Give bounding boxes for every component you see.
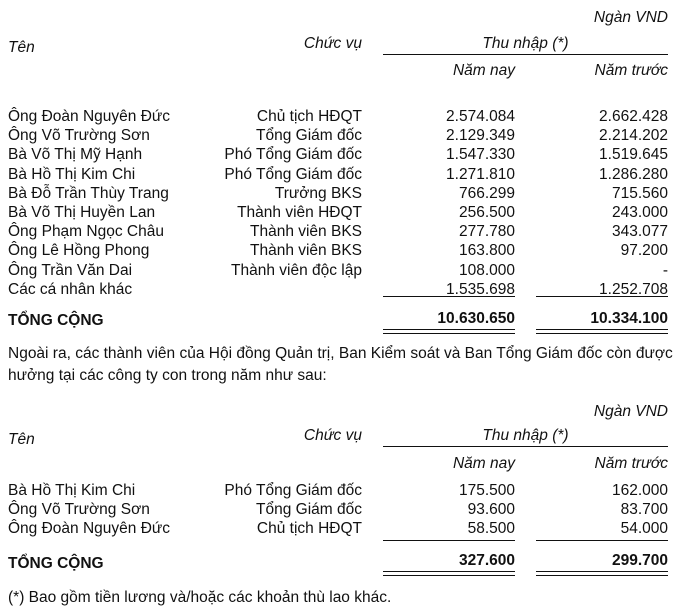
row-this-year: 1.271.810 bbox=[446, 165, 515, 183]
row-name: Ông Đoàn Nguyên Đức bbox=[8, 520, 171, 537]
row-this-year: 2.129.349 bbox=[446, 127, 515, 145]
row-position: Chủ tịch HĐQT bbox=[256, 520, 362, 537]
header-position: Chức vụ bbox=[303, 35, 362, 52]
row-last-year: 2.214.202 bbox=[599, 127, 668, 145]
row-last-year: 162.000 bbox=[611, 482, 668, 499]
row-this-year: 256.500 bbox=[458, 204, 515, 221]
row-position: Phó Tổng Giám đốc bbox=[224, 165, 362, 183]
row-position: Thành viên độc lập bbox=[231, 261, 362, 279]
row-this-year: 2.574.084 bbox=[446, 108, 515, 125]
row-position: Phó Tổng Giám đốc bbox=[224, 146, 362, 164]
row-last-year: 715.560 bbox=[611, 184, 668, 202]
row-this-year: 163.800 bbox=[458, 242, 515, 260]
total-double-rule-this-year-2 bbox=[383, 571, 515, 576]
row-last-year: 1.252.708 bbox=[599, 280, 668, 298]
row-position: Thành viên BKS bbox=[249, 223, 362, 241]
row-name: Ông Võ Trường Sơn bbox=[8, 501, 150, 518]
row-last-year: 1.286.280 bbox=[599, 165, 668, 183]
row-this-year: 108.000 bbox=[458, 261, 515, 279]
row-position: Phó Tổng Giám đốc bbox=[224, 482, 362, 499]
row-last-year: 243.000 bbox=[611, 204, 668, 221]
row-position: Thành viên BKS bbox=[249, 242, 362, 260]
row-this-year: 766.299 bbox=[458, 184, 515, 202]
total-label-2: TỔNG CỘNG bbox=[8, 555, 104, 572]
subtotal-rule-last-year-2 bbox=[536, 540, 668, 541]
total-double-rule-last-year bbox=[536, 329, 668, 334]
row-last-year: 83.700 bbox=[620, 501, 668, 518]
header-income-2: Thu nhập (*) bbox=[482, 427, 569, 444]
row-last-year: - bbox=[662, 261, 668, 279]
row-last-year: 2.662.428 bbox=[599, 108, 668, 125]
footnote: (*) Bao gồm tiền lương và/hoặc các khoản thù lao khác. bbox=[8, 589, 392, 606]
row-this-year: 277.780 bbox=[458, 223, 515, 241]
total-last-year-2: 299.700 bbox=[611, 552, 668, 569]
row-name: Bà Võ Thị Mỹ Hạnh bbox=[8, 146, 143, 164]
row-last-year: 343.077 bbox=[611, 223, 668, 241]
total-this-year: 10.630.650 bbox=[437, 310, 515, 327]
row-this-year: 1.535.698 bbox=[446, 280, 515, 298]
row-last-year: 1.519.645 bbox=[599, 146, 668, 164]
row-this-year: 93.600 bbox=[467, 501, 515, 518]
row-position: Tổng Giám đốc bbox=[256, 501, 362, 518]
row-name: Bà Hồ Thị Kim Chi bbox=[8, 165, 136, 183]
subtotal-rule-this-year-2 bbox=[383, 540, 515, 541]
header-this-year-2: Năm nay bbox=[452, 455, 515, 472]
row-name: Ông Võ Trường Sơn bbox=[8, 127, 150, 145]
row-this-year: 175.500 bbox=[458, 482, 515, 499]
header-position-2: Chức vụ bbox=[303, 427, 362, 444]
total-label: TỔNG CỘNG bbox=[8, 312, 104, 329]
header-name-2: Tên bbox=[8, 431, 35, 448]
row-this-year: 58.500 bbox=[467, 520, 515, 537]
unit-label: Ngàn VND bbox=[593, 9, 668, 26]
row-name: Bà Đỗ Trần Thùy Trang bbox=[8, 184, 169, 202]
row-name: Ông Trần Văn Dai bbox=[8, 261, 133, 279]
row-position: Trưởng BKS bbox=[274, 184, 362, 202]
row-last-year: 54.000 bbox=[620, 520, 668, 537]
header-name: Tên bbox=[8, 39, 35, 56]
row-name: Bà Võ Thị Huyền Lan bbox=[8, 204, 156, 221]
row-this-year: 1.547.330 bbox=[446, 146, 515, 164]
row-name: Ông Lê Hồng Phong bbox=[8, 242, 150, 260]
row-name: Ông Đoàn Nguyên Đức bbox=[8, 108, 171, 125]
header-this-year: Năm nay bbox=[452, 62, 515, 79]
unit-label-2: Ngàn VND bbox=[593, 403, 668, 420]
subtotal-rule-this-year bbox=[383, 296, 515, 297]
total-double-rule-this-year bbox=[383, 329, 515, 334]
subtotal-rule-last-year bbox=[536, 296, 668, 297]
row-position: Thành viên HĐQT bbox=[237, 204, 362, 221]
row-position: Tổng Giám đốc bbox=[256, 127, 362, 145]
row-name: Các cá nhân khác bbox=[8, 280, 133, 298]
header-rule bbox=[383, 54, 668, 55]
row-name: Ông Phạm Ngọc Châu bbox=[8, 223, 164, 241]
total-this-year-2: 327.600 bbox=[458, 552, 515, 569]
row-last-year: 97.200 bbox=[620, 242, 668, 260]
subsidiary-income-note: Ngoài ra, các thành viên của Hội đồng Quản trị, Ban Kiểm soát và Ban Tổng Giám đốc còn được hưởng tại các công ty con trong năm như sau: bbox=[8, 345, 673, 384]
total-last-year: 10.334.100 bbox=[590, 310, 668, 327]
row-position: Chủ tịch HĐQT bbox=[256, 108, 362, 125]
header-last-year-2: Năm trước bbox=[594, 455, 668, 472]
header-last-year: Năm trước bbox=[594, 62, 668, 79]
row-name: Bà Hồ Thị Kim Chi bbox=[8, 482, 136, 499]
total-double-rule-last-year-2 bbox=[536, 571, 668, 576]
header-income: Thu nhập (*) bbox=[482, 35, 569, 52]
header-rule-2 bbox=[383, 446, 668, 447]
